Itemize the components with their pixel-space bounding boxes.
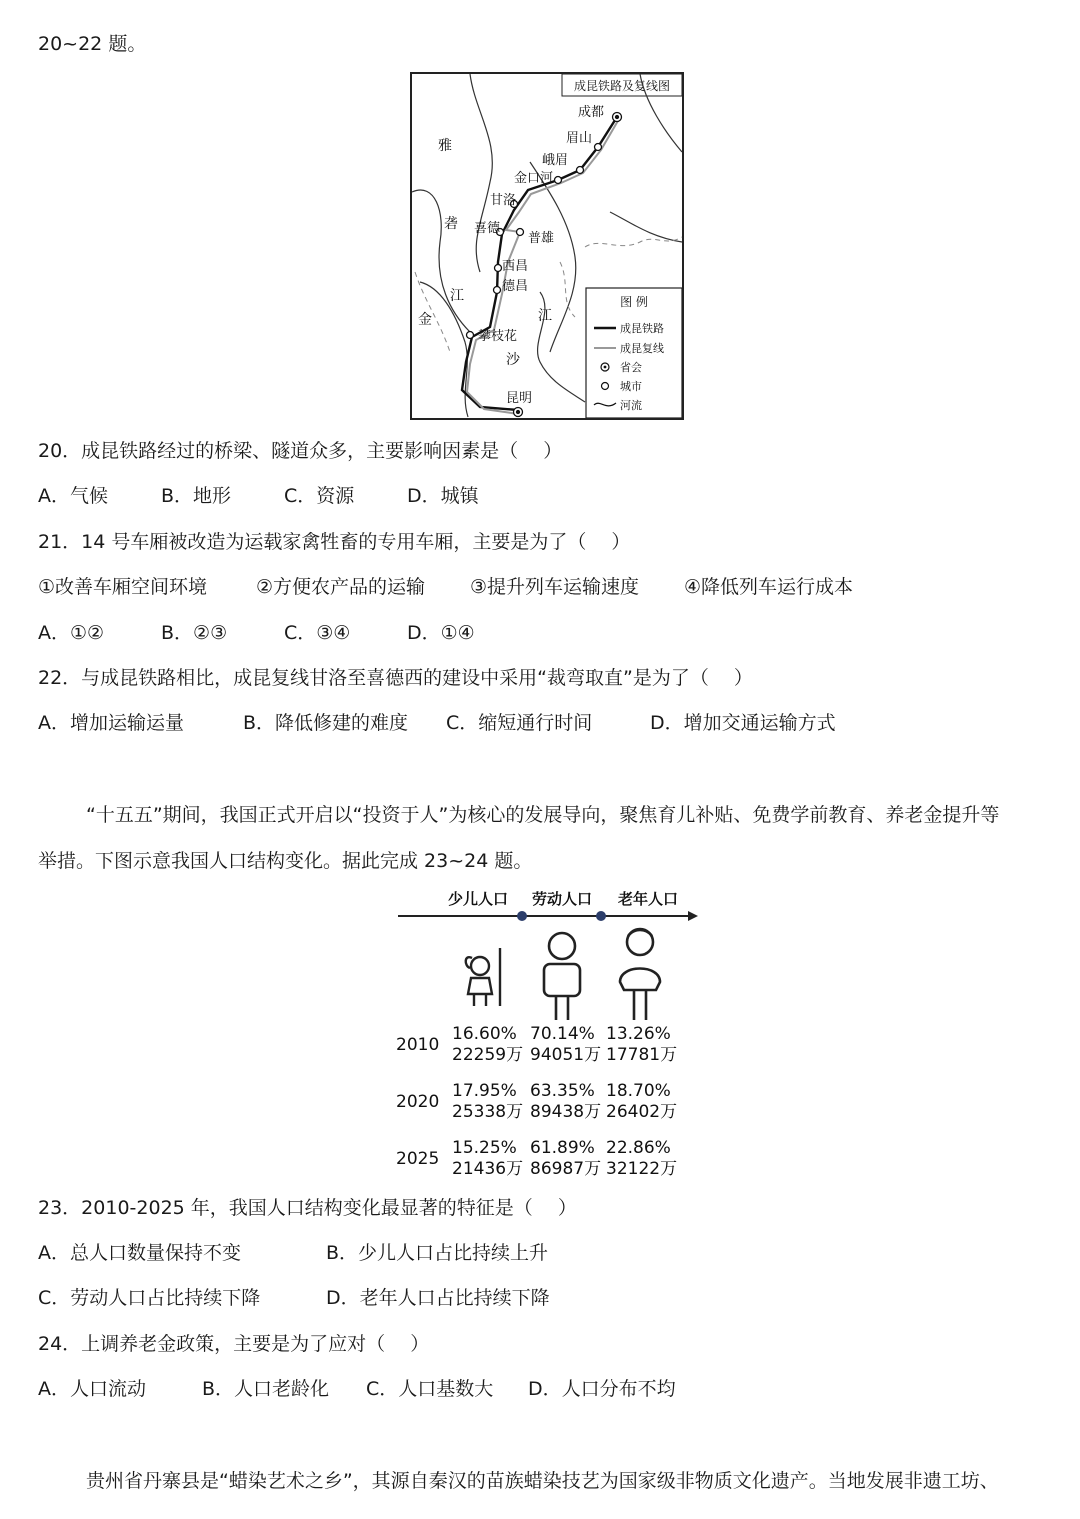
river-label: 金: [418, 312, 432, 328]
pop-cell: 21436万: [452, 1159, 524, 1178]
pop-cell: 17.95%: [452, 1081, 517, 1101]
q24-option-d[interactable]: D．人口分布不均: [528, 1378, 676, 1400]
intro-line: 20~22 题。: [38, 33, 147, 55]
q21-item: ③提升列车运输速度: [470, 576, 640, 598]
pop-cell: 25338万: [452, 1102, 524, 1122]
river-label: 江: [450, 288, 464, 304]
q21-option-c[interactable]: C．③④: [284, 622, 351, 644]
pop-cell: 13.26%: [606, 1024, 671, 1044]
adult-figure-icon: [544, 933, 580, 1020]
map-legend: [586, 288, 682, 418]
city-label: 德昌: [502, 279, 529, 294]
child-figure-icon: [466, 948, 500, 1006]
q22-option-a[interactable]: A．增加运输运量: [38, 712, 184, 734]
pop-cell: 22.86%: [606, 1138, 671, 1158]
q21-option-b[interactable]: B．②③: [161, 622, 228, 644]
legend-item: 省会: [620, 361, 642, 374]
city-label: 西昌: [502, 259, 529, 274]
pop-header-child: 少儿人口: [447, 890, 509, 908]
city-label: 甘洛: [490, 193, 517, 208]
map-title: 成昆铁路及复线图: [573, 79, 671, 93]
pop-cell: 17781万: [606, 1045, 678, 1065]
q20-stem: 20．成昆铁路经过的桥梁、隧道众多，主要影响因素是（ ）: [38, 440, 563, 462]
pop-cell: 22259万: [452, 1045, 524, 1065]
q23-option-b[interactable]: B．少儿人口占比持续上升: [326, 1242, 549, 1264]
pop-cell: 70.14%: [530, 1024, 595, 1044]
passage3-line1: 贵州省丹寨县是“蜡染艺术之乡”，其源自秦汉的苗族蜡染技艺为国家级非物质文化遗产。当地发展非遗工坊、: [86, 1470, 999, 1492]
q24-option-a[interactable]: A．人口流动: [38, 1378, 146, 1400]
pop-year: 2010: [396, 1035, 440, 1055]
q24-option-c[interactable]: C．人口基数大: [366, 1378, 494, 1400]
q21-item: ④降低列车运行成本: [684, 576, 854, 598]
q24-stem: 24．上调养老金政策，主要是为了应对（ ）: [38, 1333, 430, 1355]
q23-stem: 23．2010-2025 年，我国人口结构变化最显著的特征是（ ）: [38, 1197, 577, 1219]
q21-item: ②方便农产品的运输: [256, 576, 426, 598]
pop-cell: 18.70%: [606, 1081, 671, 1101]
elder-figure-icon: [620, 929, 660, 1020]
pop-cell: 15.25%: [452, 1138, 517, 1158]
river-label: 江: [538, 308, 552, 324]
city-label: 喜德: [474, 221, 501, 236]
city-label: 金口河: [514, 171, 554, 186]
legend-title: 图 例: [620, 295, 648, 309]
city-label: 攀枝花: [478, 329, 518, 344]
q21-item: ①改善车厢空间环境: [38, 576, 208, 598]
legend-item: 城市: [620, 380, 642, 393]
pop-cell: 94051万: [530, 1045, 602, 1065]
pop-header-labor: 劳动人口: [531, 890, 593, 908]
pop-cell: 16.60%: [452, 1024, 517, 1044]
legend-item: 河流: [620, 399, 642, 412]
q20-option-c[interactable]: C．资源: [284, 485, 355, 507]
q20-option-a[interactable]: A．气候: [38, 485, 108, 507]
river-label: 雅: [438, 138, 452, 154]
city-label: 昆明: [506, 391, 533, 406]
q20-option-b[interactable]: B．地形: [161, 485, 232, 507]
passage2-line1: “十五五”期间，我国正式开启以“投资于人”为核心的发展导向，聚焦育儿补贴、免费学前教育、养老金提升等: [86, 804, 1000, 826]
q22-option-d[interactable]: D．增加交通运输方式: [650, 712, 836, 734]
q21-option-a[interactable]: A．①②: [38, 622, 105, 644]
pop-header-old: 老年人口: [617, 890, 679, 908]
q22-option-c[interactable]: C．缩短通行时间: [446, 712, 593, 734]
pop-cell: 26402万: [606, 1102, 678, 1122]
q23-option-a[interactable]: A．总人口数量保持不变: [38, 1242, 241, 1264]
city-label: 峨眉: [542, 153, 569, 168]
q21-option-d[interactable]: D．①④: [407, 622, 475, 644]
q20-option-d[interactable]: D．城镇: [407, 485, 479, 507]
q21-stem: 21．14 号车厢被改造为运载家禽牲畜的专用车厢，主要是为了（ ）: [38, 531, 631, 553]
q23-option-d[interactable]: D．老年人口占比持续下降: [326, 1287, 550, 1309]
legend-item: 成昆复线: [620, 342, 664, 355]
population-figure: [394, 882, 704, 1178]
river-label: 砻: [444, 216, 458, 232]
pop-cell: 86987万: [530, 1159, 602, 1178]
pop-cell: 32122万: [606, 1159, 678, 1178]
q23-option-c[interactable]: C．劳动人口占比持续下降: [38, 1287, 261, 1309]
pop-year: 2020: [396, 1092, 440, 1112]
railway-map: [410, 72, 684, 420]
passage2-line2: 举措。下图示意我国人口结构变化。据此完成 23~24 题。: [38, 850, 533, 872]
q24-option-b[interactable]: B．人口老龄化: [202, 1378, 330, 1400]
city-label: 普雄: [528, 231, 555, 246]
city-label: 成都: [578, 105, 605, 120]
pop-cell: 63.35%: [530, 1081, 595, 1101]
pop-cell: 89438万: [530, 1102, 602, 1122]
legend-item: 成昆铁路: [620, 322, 664, 335]
river-label: 沙: [506, 352, 520, 368]
city-label: 眉山: [566, 131, 593, 146]
pop-year: 2025: [396, 1149, 440, 1169]
pop-cell: 61.89%: [530, 1138, 595, 1158]
q22-stem: 22．与成昆铁路相比，成昆复线甘洛至喜德西的建设中采用“裁弯取直”是为了（ ）: [38, 667, 753, 689]
q22-option-b[interactable]: B．降低修建的难度: [243, 712, 409, 734]
